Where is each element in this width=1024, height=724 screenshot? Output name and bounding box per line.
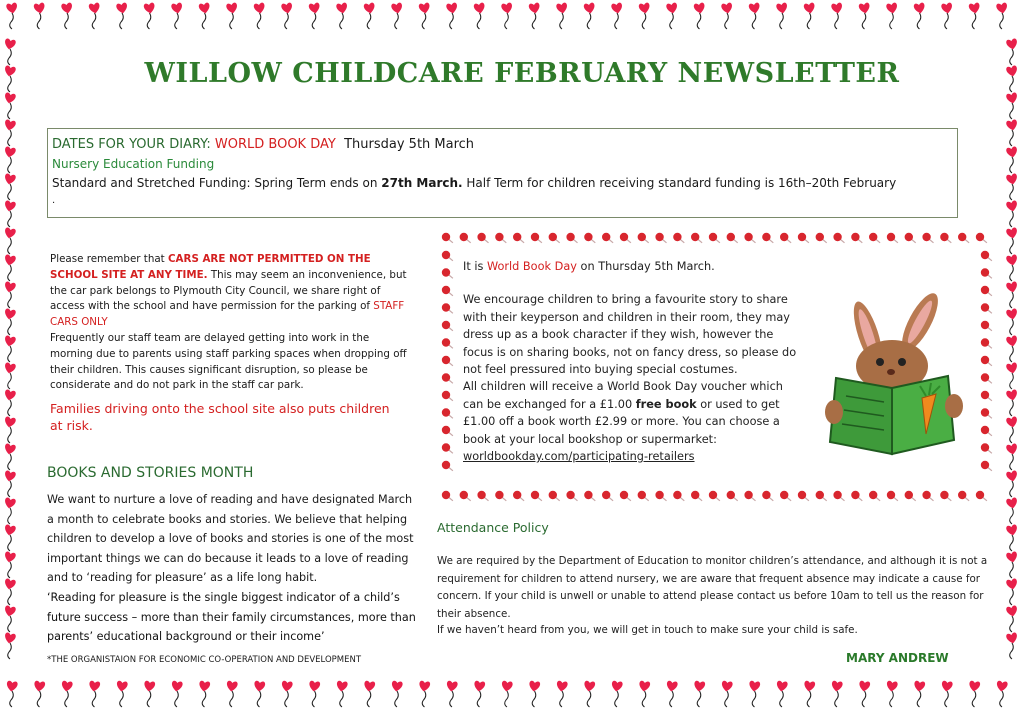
lollipop-icon bbox=[780, 233, 791, 243]
heart-balloon-icon bbox=[4, 470, 17, 497]
lollipop-icon bbox=[460, 233, 471, 243]
lollipop-icon bbox=[442, 443, 453, 453]
lollipop-icon bbox=[709, 491, 720, 501]
heart-balloon-icon bbox=[803, 680, 815, 707]
lollipop-icon bbox=[905, 233, 916, 243]
heart-balloon-icon bbox=[1006, 92, 1019, 119]
lollipop-icon bbox=[762, 491, 773, 501]
heart-balloon-icon bbox=[1006, 470, 1019, 497]
lollipop-icon bbox=[851, 233, 862, 243]
lollipop-icon bbox=[981, 321, 992, 331]
diary-event: WORLD BOOK DAY bbox=[214, 137, 336, 152]
lollipop-icon bbox=[495, 491, 506, 501]
heart-balloon-icon bbox=[583, 2, 595, 29]
heart-balloon-icon bbox=[748, 680, 760, 707]
lollipop-icon bbox=[442, 491, 453, 501]
para2-b: or used to get £1.00 off a book worth £2.99 or more. You can choose a book at your local bookshop or supermarket: bbox=[463, 397, 780, 446]
heart-balloon-icon bbox=[4, 227, 17, 254]
heart-balloon-icon bbox=[1006, 416, 1019, 443]
lollipop-icon bbox=[981, 286, 992, 296]
signature: MARY ANDREW bbox=[846, 651, 949, 665]
heart-balloon-icon bbox=[638, 2, 650, 29]
heart-balloon-icon bbox=[831, 2, 843, 29]
heart-balloon-icon bbox=[1006, 362, 1019, 389]
heart-balloon-icon bbox=[501, 680, 513, 707]
lollipop-icon bbox=[566, 233, 577, 243]
lollipop-icon bbox=[798, 491, 809, 501]
heart-balloon-icon bbox=[143, 680, 155, 707]
lollipop-icon bbox=[513, 491, 524, 501]
heart-balloon-icon bbox=[4, 254, 17, 281]
lollipop-icon bbox=[460, 491, 471, 501]
lollipop-icon bbox=[798, 233, 809, 243]
lollipop-icon bbox=[709, 233, 720, 243]
lollipop-icon bbox=[922, 491, 933, 501]
heart-balloon-icon bbox=[1006, 200, 1019, 227]
heart-balloon-icon bbox=[418, 2, 430, 29]
heart-balloon-icon bbox=[1006, 281, 1019, 308]
heart-balloon-icon bbox=[666, 2, 678, 29]
heart-balloon-icon bbox=[308, 680, 320, 707]
funding-date: 27th March. bbox=[381, 176, 463, 190]
attendance-paragraph: We are required by the Department of Education to monitor children’s attendance, and although it is not a requirement for children to attend nursery, we are aware that frequent absence may indicate a cause for concern. If your child is unwell or unable to attend please contact us before 10am to tell us the reason for their absence. bbox=[437, 555, 988, 620]
heart-balloon-icon bbox=[281, 680, 293, 707]
lollipop-icon bbox=[940, 491, 951, 501]
heart-balloon-icon bbox=[6, 2, 18, 29]
heart-balloon-icon bbox=[281, 2, 293, 29]
heart-balloon-icon bbox=[858, 2, 870, 29]
heart-balloon-icon bbox=[748, 2, 760, 29]
lollipop-icon bbox=[602, 233, 613, 243]
heart-balloon-icon bbox=[143, 2, 155, 29]
families-warning: Families driving onto the school site also puts children at risk. bbox=[50, 401, 390, 433]
heart-balloon-icon bbox=[1006, 389, 1019, 416]
heart-balloon-icon bbox=[253, 680, 265, 707]
heart-balloon-icon bbox=[886, 2, 898, 29]
lollipop-icon bbox=[976, 233, 987, 243]
heart-balloon-icon bbox=[171, 2, 183, 29]
heart-balloon-icon bbox=[1006, 605, 1019, 632]
heart-balloon-icon bbox=[968, 2, 980, 29]
para2-a: All children will receive a World Book Day voucher which can be exchanged for a £1.00 bbox=[463, 380, 783, 411]
lollipop-icon bbox=[442, 303, 453, 313]
lollipop-icon bbox=[602, 491, 613, 501]
lollipop-icon bbox=[638, 491, 649, 501]
heart-balloon-icon bbox=[391, 680, 403, 707]
lollipop-icon bbox=[513, 233, 524, 243]
lollipop-icon bbox=[833, 233, 844, 243]
heart-balloon-icon bbox=[116, 680, 128, 707]
heart-balloon-icon bbox=[363, 2, 375, 29]
heart-balloon-icon bbox=[1006, 551, 1019, 578]
book-day-para2 bbox=[463, 378, 798, 465]
heart-balloon-icon bbox=[4, 389, 17, 416]
lollipop-icon bbox=[531, 491, 542, 501]
newsletter-title: WILLOW CHILDCARE FEBRUARY NEWSLETTER bbox=[144, 58, 900, 89]
diary-dot: . bbox=[52, 195, 56, 206]
heart-balloon-icon bbox=[886, 680, 898, 707]
lollipop-icon bbox=[584, 233, 595, 243]
diary-label: DATES FOR YOUR DIARY: bbox=[52, 137, 215, 152]
books-heading: BOOKS AND STORIES MONTH bbox=[47, 465, 254, 481]
heart-balloon-icon bbox=[171, 680, 183, 707]
lollipop-icon bbox=[816, 491, 827, 501]
lollipop-icon bbox=[549, 491, 560, 501]
heart-balloon-icon bbox=[4, 416, 17, 443]
parking-notice bbox=[50, 252, 412, 394]
heart-balloon-icon bbox=[1006, 119, 1019, 146]
heart-balloon-icon bbox=[1006, 308, 1019, 335]
lollipop-icon bbox=[584, 491, 595, 501]
heart-balloon-icon bbox=[4, 632, 17, 659]
lollipop-icon bbox=[566, 491, 577, 501]
lollipop-icon bbox=[922, 233, 933, 243]
heart-balloon-icon bbox=[1006, 227, 1019, 254]
lollipop-icon bbox=[442, 321, 453, 331]
lollipop-icon bbox=[727, 491, 738, 501]
lollipop-icon bbox=[981, 373, 992, 383]
heart-balloon-icon bbox=[336, 680, 348, 707]
lollipop-icon bbox=[477, 491, 488, 501]
lollipop-icon bbox=[887, 491, 898, 501]
parking-warning: CARS ARE NOT PERMITTED ON THE SCHOOL SITE AT ANY TIME. bbox=[50, 253, 371, 281]
heart-balloon-icon bbox=[611, 2, 623, 29]
lollipop-icon bbox=[940, 233, 951, 243]
books-paragraph: We want to nurture a love of reading and have designated March a month to celebrate books and stories. We believe that helping children to develop a love of books and stories is one of the most important things we can do because it leads to a love of reading and to ‘reading for pleasure’ as a life long habit. bbox=[47, 493, 414, 585]
heart-balloon-icon bbox=[968, 680, 980, 707]
lollipop-icon bbox=[981, 251, 992, 261]
lollipop-icon bbox=[638, 233, 649, 243]
heart-balloon-icon bbox=[556, 680, 568, 707]
lollipop-icon bbox=[958, 233, 969, 243]
book-day-para1: We encourage children to bring a favourite story to share with their keyperson and children in their room, they may dress up as a book character if they wish, however the focus is on sharing books, not on fancy dress, so please do not feel pressured into buying special costumes. bbox=[463, 293, 797, 377]
heart-balloon-icon bbox=[4, 146, 17, 173]
lollipop-icon bbox=[495, 233, 506, 243]
lollipop-icon bbox=[981, 408, 992, 418]
lollipop-icon bbox=[869, 233, 880, 243]
lollipop-icon bbox=[981, 356, 992, 366]
books-quote: ‘Reading for pleasure is the single biggest indicator of a child’s future success – more than their family circumstances, more than parents’ educational background or their income’ bbox=[47, 591, 416, 644]
heart-balloon-icon bbox=[666, 680, 678, 707]
heart-balloon-icon bbox=[941, 680, 953, 707]
heart-balloon-icon bbox=[1006, 335, 1019, 362]
heart-balloon-icon bbox=[308, 2, 320, 29]
heart-balloon-icon bbox=[996, 680, 1008, 707]
books-footnote: *THE ORGANISTAION FOR ECONOMIC CO-OPERATION AND DEVELOPMENT bbox=[47, 655, 362, 665]
lollipop-icon bbox=[981, 303, 992, 313]
funding-text-b: Half Term for children receiving standard funding is 16th–20th February bbox=[462, 176, 897, 190]
heart-balloon-icon bbox=[336, 2, 348, 29]
heart-balloon-icon bbox=[61, 680, 73, 707]
funding-title: Nursery Education Funding bbox=[52, 157, 215, 171]
heart-balloon-icon bbox=[1006, 254, 1019, 281]
heart-balloon-icon bbox=[4, 200, 17, 227]
lollipop-icon bbox=[442, 268, 453, 278]
heart-balloon-icon bbox=[858, 680, 870, 707]
lollipop-icon bbox=[442, 426, 453, 436]
heart-balloon-icon bbox=[4, 362, 17, 389]
lollipop-icon bbox=[981, 443, 992, 453]
lollipop-icon bbox=[442, 391, 453, 401]
heart-balloon-icon bbox=[693, 680, 705, 707]
heart-balloon-icon bbox=[4, 92, 17, 119]
heart-balloon-icon bbox=[418, 680, 430, 707]
heart-balloon-icon bbox=[473, 680, 485, 707]
lollipop-icon bbox=[442, 233, 453, 243]
staff-cars-only: STAFF CARS ONLY bbox=[50, 300, 405, 329]
heart-balloon-icon bbox=[446, 2, 458, 29]
heart-balloon-icon bbox=[4, 605, 17, 632]
lollipop-icon bbox=[442, 286, 453, 296]
lollipop-icon bbox=[887, 233, 898, 243]
funding-text bbox=[52, 176, 896, 190]
heart-balloon-icon bbox=[776, 2, 788, 29]
heart-balloon-icon bbox=[528, 680, 540, 707]
lollipop-icon bbox=[673, 491, 684, 501]
lollipop-icon bbox=[442, 356, 453, 366]
heart-balloon-icon bbox=[776, 680, 788, 707]
heart-balloon-icon bbox=[226, 680, 238, 707]
lollipop-icon bbox=[531, 233, 542, 243]
heart-balloon-icon bbox=[4, 524, 17, 551]
parking-text-3: Frequently our staff team are delayed getting into work in the morning due to parents using staff parking spaces when dropping off their children. This causes significant disruption, so please be considerate and do not park in the staff car park. bbox=[50, 331, 407, 392]
lollipop-icon bbox=[549, 233, 560, 243]
lollipop-icon bbox=[442, 461, 453, 471]
heart-balloon-icon bbox=[4, 497, 17, 524]
heart-balloon-icon bbox=[4, 119, 17, 146]
book-day-text bbox=[463, 258, 798, 465]
funding-text-a: Standard and Stretched Funding: Spring Term ends on bbox=[52, 176, 382, 190]
heart-balloon-icon bbox=[4, 308, 17, 335]
heart-balloon-icon bbox=[638, 680, 650, 707]
heart-balloon-icon bbox=[33, 2, 45, 29]
attendance-followup: If we haven’t heard from you, we will get in touch to make sure your child is safe. bbox=[437, 624, 858, 636]
heart-balloon-icon bbox=[4, 335, 17, 362]
heart-balloon-icon bbox=[1006, 443, 1019, 470]
heart-balloon-icon bbox=[556, 2, 568, 29]
heart-balloon-icon bbox=[198, 680, 210, 707]
retailers-link[interactable]: worldbookday.com/participating-retailers bbox=[463, 450, 695, 464]
lollipop-icon bbox=[442, 251, 453, 261]
heart-balloon-icon bbox=[33, 680, 45, 707]
diary-event-date: Thursday 5th March bbox=[344, 137, 475, 152]
heart-balloon-icon bbox=[721, 2, 733, 29]
diary-heading bbox=[52, 137, 474, 152]
heart-balloon-icon bbox=[721, 680, 733, 707]
heart-balloon-icon bbox=[253, 2, 265, 29]
diary-box bbox=[47, 128, 958, 218]
heart-balloon-icon bbox=[473, 2, 485, 29]
lollipop-icon bbox=[655, 233, 666, 243]
heart-balloon-icon bbox=[803, 2, 815, 29]
heart-balloon-icon bbox=[198, 2, 210, 29]
heart-balloon-icon bbox=[528, 2, 540, 29]
bunny-reading-illustration bbox=[798, 292, 974, 464]
heart-balloon-icon bbox=[4, 551, 17, 578]
lollipop-icon bbox=[691, 491, 702, 501]
heart-balloon-icon bbox=[4, 578, 17, 605]
lollipop-icon bbox=[981, 426, 992, 436]
lollipop-icon bbox=[981, 391, 992, 401]
lollipop-icon bbox=[958, 491, 969, 501]
intro-a: It is bbox=[463, 260, 487, 273]
intro-b: on Thursday 5th March. bbox=[576, 260, 715, 273]
heart-balloon-icon bbox=[226, 2, 238, 29]
lollipop-icon bbox=[851, 491, 862, 501]
lollipop-icon bbox=[833, 491, 844, 501]
heart-balloon-icon bbox=[996, 2, 1008, 29]
heart-balloon-icon bbox=[583, 680, 595, 707]
book-day-intro bbox=[463, 258, 798, 275]
lollipop-icon bbox=[981, 268, 992, 278]
lollipop-icon bbox=[673, 233, 684, 243]
heart-balloon-icon bbox=[941, 2, 953, 29]
lollipop-icon bbox=[816, 233, 827, 243]
heart-balloon-icon bbox=[4, 443, 17, 470]
heart-balloon-icon bbox=[1006, 524, 1019, 551]
heart-balloon-icon bbox=[391, 2, 403, 29]
heart-balloon-icon bbox=[116, 2, 128, 29]
heart-balloon-icon bbox=[1006, 173, 1019, 200]
lollipop-icon bbox=[744, 233, 755, 243]
lollipop-icon bbox=[869, 491, 880, 501]
heart-balloon-icon bbox=[6, 680, 18, 707]
lollipop-icon bbox=[727, 233, 738, 243]
lollipop-icon bbox=[620, 491, 631, 501]
heart-balloon-icon bbox=[831, 680, 843, 707]
lollipop-icon bbox=[981, 461, 992, 471]
heart-balloon-icon bbox=[4, 173, 17, 200]
lollipop-icon bbox=[780, 491, 791, 501]
lollipop-icon bbox=[976, 491, 987, 501]
heart-balloon-icon bbox=[446, 680, 458, 707]
parking-text-2: This may seem an inconvenience, but the car park belongs to Plymouth City Council, we share right of access with the school and have permission for the parking of bbox=[50, 268, 407, 313]
lollipop-icon bbox=[981, 338, 992, 348]
heart-balloon-icon bbox=[693, 2, 705, 29]
lollipop-icon bbox=[442, 408, 453, 418]
heart-balloon-icon bbox=[1006, 146, 1019, 173]
heart-balloon-icon bbox=[611, 680, 623, 707]
lollipop-icon bbox=[620, 233, 631, 243]
lollipop-icon bbox=[442, 373, 453, 383]
free-book: free book bbox=[635, 397, 697, 411]
parking-text-1: Please remember that bbox=[50, 253, 168, 265]
heart-balloon-icon bbox=[501, 2, 513, 29]
heart-balloon-icon bbox=[61, 2, 73, 29]
lollipop-icon bbox=[762, 233, 773, 243]
lollipop-icon bbox=[477, 233, 488, 243]
lollipop-icon bbox=[905, 491, 916, 501]
lollipop-icon bbox=[691, 233, 702, 243]
heart-balloon-icon bbox=[913, 680, 925, 707]
heart-balloon-icon bbox=[88, 680, 100, 707]
heart-balloon-icon bbox=[1006, 497, 1019, 524]
heart-balloon-icon bbox=[88, 2, 100, 29]
lollipop-icon bbox=[744, 491, 755, 501]
attendance-heading: Attendance Policy bbox=[437, 520, 549, 535]
intro-red: World Book Day bbox=[486, 260, 577, 273]
heart-balloon-icon bbox=[1006, 632, 1019, 659]
heart-balloon-icon bbox=[1006, 578, 1019, 605]
lollipop-icon bbox=[655, 491, 666, 501]
lollipop-icon bbox=[442, 338, 453, 348]
heart-balloon-icon bbox=[363, 680, 375, 707]
heart-balloon-icon bbox=[4, 281, 17, 308]
heart-balloon-icon bbox=[913, 2, 925, 29]
